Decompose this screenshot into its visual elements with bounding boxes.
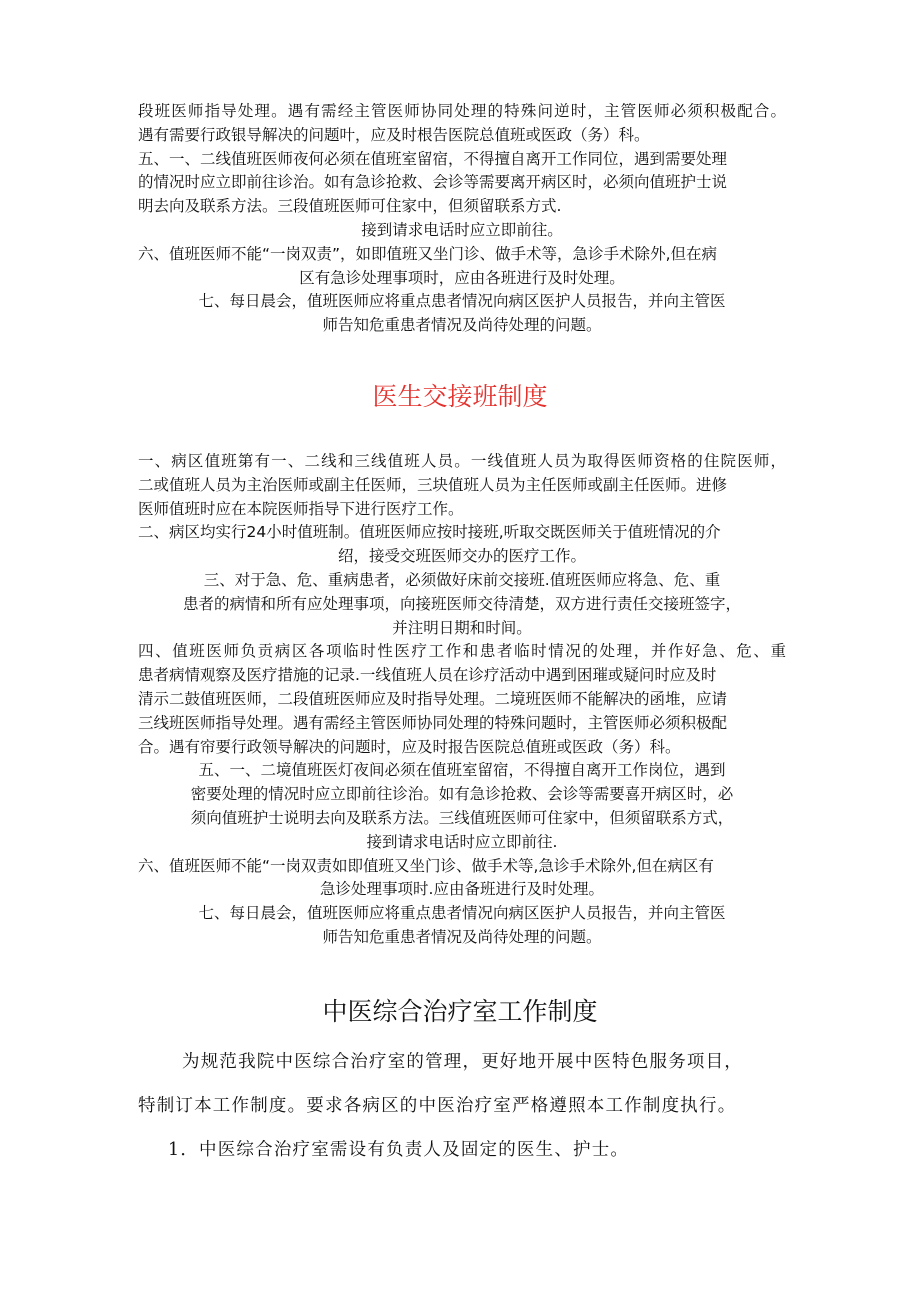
section-top (138, 100, 786, 338)
paragraph-line: 接到请求电话时应立即前往. (366, 832, 558, 851)
paragraph-line: 四、值班医师负贡病区各项临时性医疗工作和患者临时情况的处理，并作好急、危、重 (138, 642, 786, 661)
paragraph-line: 六、值班医师不能“一岗双责”，如即值班又坐门诊、做手术等，急诊手术除外,但在病 (138, 244, 717, 263)
paragraph-line: 段班医师指导处理。遇有需经主管医师协同处理的特殊问逆时，主管医师必须积极配合。 (138, 102, 786, 120)
paragraph-line: 特制订本工作制度。要求各病区的中医治疗室严格遵照本工作制度执行。 (138, 1096, 737, 1116)
paragraph-line: 的情况时应立即前往诊治。如有急诊抢救、会诊等需要离开病区时，必须向值班护士说 (138, 173, 728, 192)
paragraph-line: 并注明日期和时间。 (392, 618, 532, 637)
paragraph-line: 密要处理的情况时应立即前往诊治。如有急诊抢救、会诊等需要喜开病区时，必 (190, 785, 734, 804)
paragraph-line: 二或值班人员为主治医师或副主任医师，三块值班人员为主任医师或副主任医师。进修 (138, 475, 728, 494)
paragraph-line: 区有急诊处理事项时，应由各班进行及时处理。 (299, 268, 625, 287)
paragraph-line: 接到请求电话时应立即前往。 (361, 220, 563, 239)
paragraph-line: 二、病区均实行24小时值班制。值班医师应按时接班,听取交既医师关于值班情况的介 (138, 523, 721, 542)
paragraph-line: 师告知危重患者情况及尚待处理的问题。 (322, 927, 602, 946)
paragraph-line: 五、一、二境值班医灯夜间必须在值班室留宿，不得擅自离开工作岗位，遇到 (198, 761, 726, 780)
paragraph-line: 绍，接受交班医师交办的医疗工作。 (337, 547, 586, 566)
paragraph-line: 1．中医综合治疗室需设有负责人及固定的医生、护士。 (168, 1140, 630, 1160)
section-handover (138, 450, 786, 950)
paragraph-line: 医师值班时应在本院医师指导下进行医疗工作。 (138, 499, 464, 518)
paragraph-line: 三线班医师指导处理。遇有需经主管医师协同处理的特殊问题时，主管医师必须积极配 (138, 713, 728, 732)
paragraph-line: 师告知危重患者情况及尚待处理的问题。 (322, 316, 602, 335)
paragraph-line: 须向值班护士说明去向及联系方法。三线值班医师可住家中，但须留联系方式， (190, 808, 734, 827)
paragraph-line: 为规范我院中医综合治疗室的管理，更好地开展中医特色服务项目， (182, 1052, 743, 1072)
paragraph-line: 急诊处理事项时.应由备班进行及时处理。 (320, 880, 604, 899)
paragraph-line: 合。遇有帘要行政领导解决的问题时，应及时报告医院总值班或医政（务）科。 (138, 737, 681, 756)
paragraph-line: 清示二鼓值班医师，二段值班医师应及时指导处理。二境班医师不能解决的函堆，应请 (138, 689, 728, 708)
paragraph-line: 患者病情观察及医疗措施的记录.一线值班人员在诊疗活动中遇到困璀或疑问时应及时 (138, 666, 717, 685)
section-title-tcm: 中医综合治疗室工作制度 (322, 997, 598, 1026)
paragraph-line: 七、每日晨会，值班医师应将重点患者情况向病区医护人员报告，并向主管医 (198, 292, 726, 311)
paragraph-line: 三、对于急、危、重病患者，必须做好床前交接班.值班医师应将急、危、重 (203, 570, 721, 589)
paragraph-line: 一、病区值班第有一、二线和三线值班人员。一线值班人员为取得医师资格的住院医师， (138, 452, 786, 470)
section-tcm (138, 1040, 782, 1172)
paragraph-line: 明去向及联系方法。三段值班医师可住家中，但须留联系方式. (138, 197, 562, 216)
paragraph-line: 患者的病情和所有应处理事项，向接班医师交待清楚，双方进行责任交接班签字， (182, 594, 741, 613)
paragraph-line: 七、每日晨会，值班医师应将重点患者情况向病区医护人员报告，并向主管医 (198, 904, 726, 923)
section-title-handover: 医生交接班制度 (372, 382, 548, 411)
paragraph-line: 六、值班医师不能“一岗双责如即值班又坐门诊、做手术等,急诊手术除外,但在病区有 (138, 856, 714, 875)
paragraph-line: 遇有需要行政银导解决的问题叶，应及时根告医院总值班或医政（务）科。 (138, 125, 650, 144)
paragraph-line: 五、一、二线值班医师夜何必须在值班室留宿，不得擅自离开工作同位，遇到需要处理 (138, 149, 728, 168)
